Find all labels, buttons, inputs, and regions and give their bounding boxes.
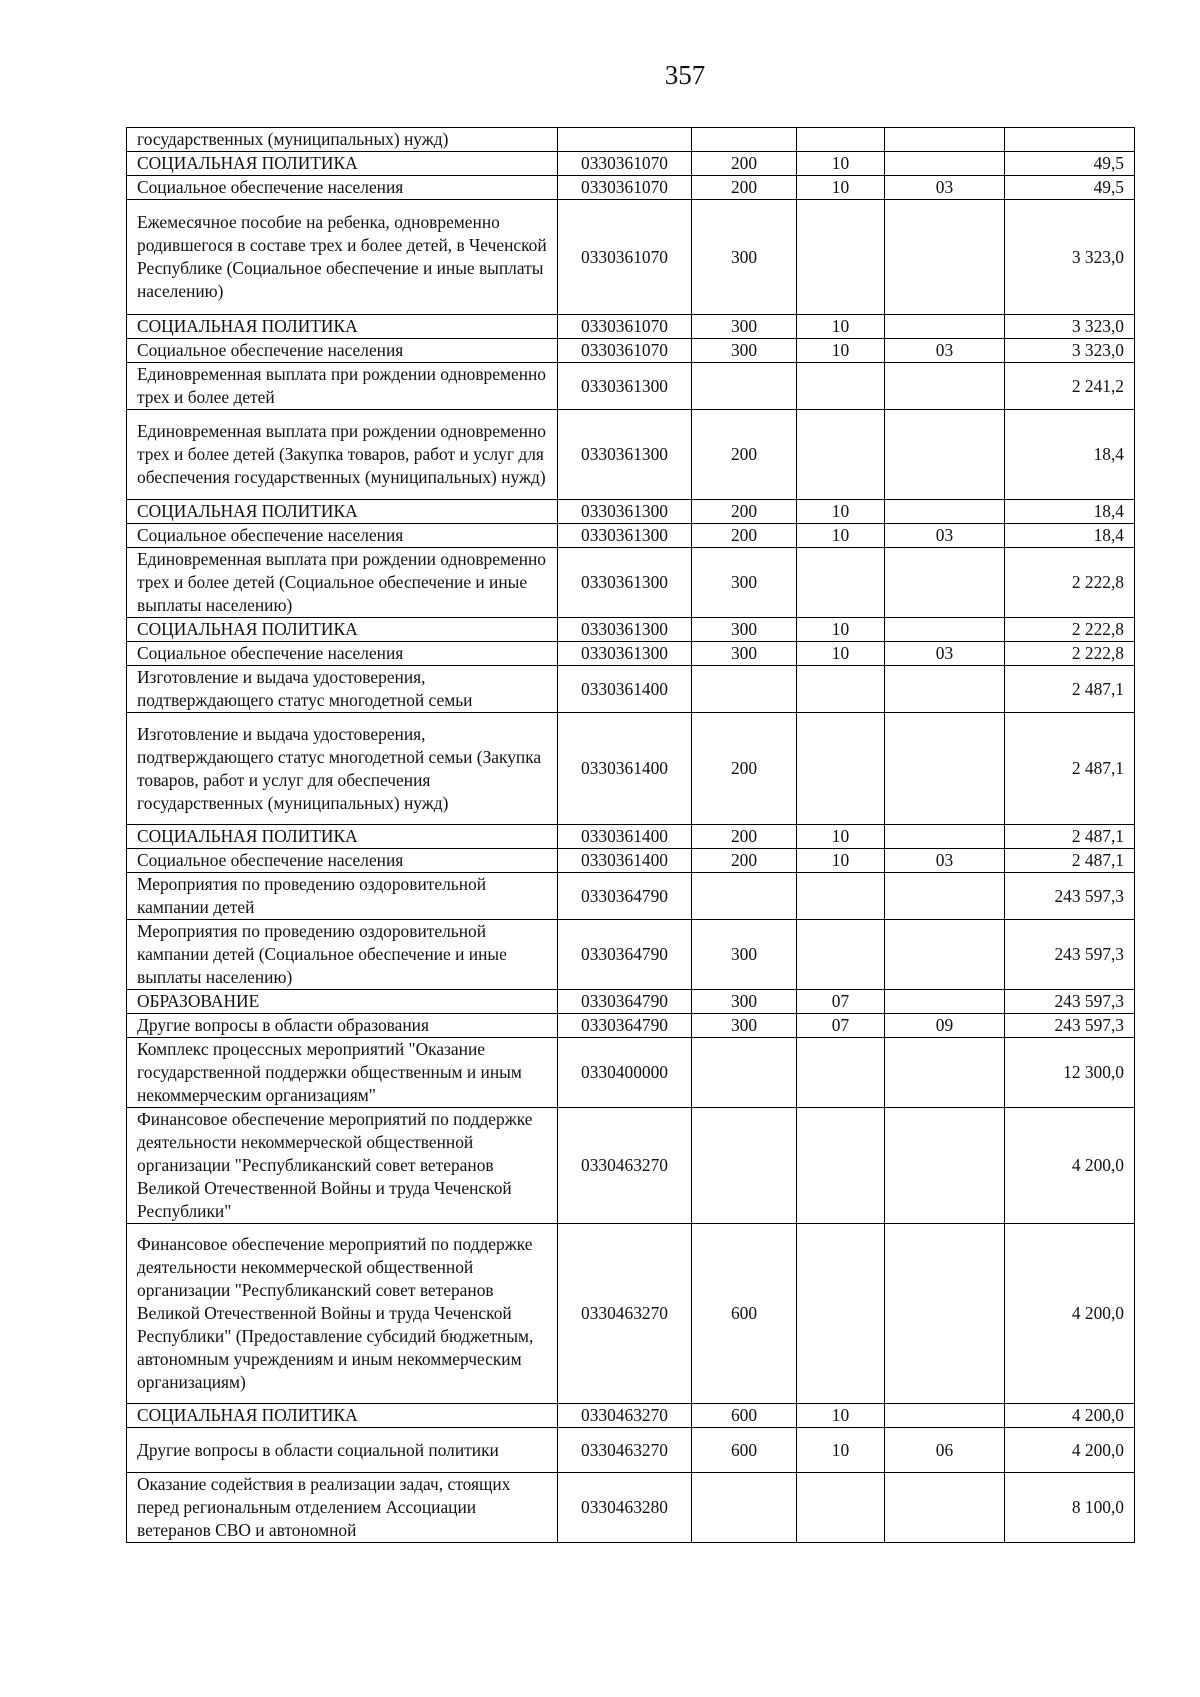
- row-subsection-cell: [885, 500, 1005, 524]
- row-section-cell: [797, 548, 885, 618]
- row-amount-cell: [1005, 128, 1135, 152]
- row-name-cell: Финансовое обеспечение мероприятий по поддержке деятельности некоммерческой общественной организации "Республиканский совет ветеранов Великой Отечественной Войны и труда Чеченской Республики": [127, 1108, 558, 1224]
- row-amount-cell: 4 200,0: [1005, 1428, 1135, 1473]
- row-expense-type-cell: 200: [692, 176, 797, 200]
- row-expense-type-cell: [692, 1038, 797, 1108]
- row-subsection-cell: [885, 666, 1005, 713]
- row-code-cell: 0330364790: [558, 920, 692, 990]
- row-expense-type-cell: 600: [692, 1404, 797, 1428]
- table-row: [127, 1473, 1135, 1543]
- row-code-cell: 0330463270: [558, 1108, 692, 1224]
- row-subsection-cell: [885, 920, 1005, 990]
- row-subsection-cell: 06: [885, 1428, 1005, 1473]
- row-expense-type-cell: 300: [692, 548, 797, 618]
- row-name-cell: Социальное обеспечение населения: [127, 524, 558, 548]
- row-name-cell: Другие вопросы в области образования: [127, 1014, 558, 1038]
- row-expense-type-cell: [692, 873, 797, 920]
- row-amount-cell: 3 323,0: [1005, 339, 1135, 363]
- row-code-cell: 0330361300: [558, 410, 692, 500]
- row-section-cell: 10: [797, 825, 885, 849]
- table-row: [127, 339, 1135, 363]
- table-row: [127, 500, 1135, 524]
- row-expense-type-cell: 300: [692, 1014, 797, 1038]
- row-amount-cell: 2 487,1: [1005, 849, 1135, 873]
- row-section-cell: [797, 1108, 885, 1224]
- row-name-cell: государственных (муниципальных) нужд): [127, 128, 558, 152]
- row-amount-cell: 3 323,0: [1005, 200, 1135, 315]
- row-subsection-cell: 03: [885, 849, 1005, 873]
- row-section-cell: 10: [797, 849, 885, 873]
- table-row: [127, 200, 1135, 315]
- row-code-cell: 0330364790: [558, 873, 692, 920]
- row-expense-type-cell: 300: [692, 315, 797, 339]
- row-name-cell: Единовременная выплата при рождении одновременно трех и более детей: [127, 363, 558, 410]
- row-code-cell: 0330364790: [558, 990, 692, 1014]
- row-name-cell: Ежемесячное пособие на ребенка, одновременно родившегося в составе трех и более детей, в Чеченской Республике (Социальное обеспечение и иные выплаты населению): [127, 200, 558, 315]
- row-code-cell: 0330364790: [558, 1014, 692, 1038]
- row-section-cell: [797, 363, 885, 410]
- row-amount-cell: 2 487,1: [1005, 666, 1135, 713]
- row-amount-cell: 49,5: [1005, 152, 1135, 176]
- row-amount-cell: 8 100,0: [1005, 1473, 1135, 1543]
- table-row: [127, 920, 1135, 990]
- row-code-cell: 0330361070: [558, 152, 692, 176]
- row-section-cell: 10: [797, 1404, 885, 1428]
- row-subsection-cell: [885, 152, 1005, 176]
- row-name-cell: СОЦИАЛЬНАЯ ПОЛИТИКА: [127, 1404, 558, 1428]
- row-amount-cell: 4 200,0: [1005, 1224, 1135, 1404]
- row-expense-type-cell: 300: [692, 642, 797, 666]
- row-amount-cell: 12 300,0: [1005, 1038, 1135, 1108]
- row-expense-type-cell: 200: [692, 410, 797, 500]
- row-expense-type-cell: 300: [692, 200, 797, 315]
- row-name-cell: Единовременная выплата при рождении одновременно трех и более детей (Социальное обеспечение и иные выплаты населению): [127, 548, 558, 618]
- row-name-cell: СОЦИАЛЬНАЯ ПОЛИТИКА: [127, 618, 558, 642]
- row-amount-cell: 18,4: [1005, 524, 1135, 548]
- row-amount-cell: 243 597,3: [1005, 1014, 1135, 1038]
- row-section-cell: [797, 200, 885, 315]
- row-section-cell: [797, 410, 885, 500]
- row-code-cell: 0330361070: [558, 200, 692, 315]
- row-section-cell: 10: [797, 618, 885, 642]
- table-row: [127, 825, 1135, 849]
- row-expense-type-cell: 600: [692, 1428, 797, 1473]
- row-expense-type-cell: 200: [692, 825, 797, 849]
- row-amount-cell: 2 241,2: [1005, 363, 1135, 410]
- row-code-cell: 0330361300: [558, 548, 692, 618]
- row-section-cell: 10: [797, 1428, 885, 1473]
- table-row: [127, 642, 1135, 666]
- row-expense-type-cell: [692, 363, 797, 410]
- row-name-cell: СОЦИАЛЬНАЯ ПОЛИТИКА: [127, 500, 558, 524]
- row-section-cell: 10: [797, 176, 885, 200]
- row-name-cell: СОЦИАЛЬНАЯ ПОЛИТИКА: [127, 315, 558, 339]
- table-row: [127, 363, 1135, 410]
- row-name-cell: Мероприятия по проведению оздоровительной кампании детей (Социальное обеспечение и иные выплаты населению): [127, 920, 558, 990]
- row-expense-type-cell: 200: [692, 500, 797, 524]
- row-name-cell: Социальное обеспечение населения: [127, 642, 558, 666]
- row-code-cell: [558, 128, 692, 152]
- row-code-cell: 0330400000: [558, 1038, 692, 1108]
- row-section-cell: [797, 920, 885, 990]
- row-expense-type-cell: 200: [692, 713, 797, 825]
- row-amount-cell: 4 200,0: [1005, 1108, 1135, 1224]
- row-section-cell: 10: [797, 500, 885, 524]
- row-subsection-cell: 03: [885, 339, 1005, 363]
- row-code-cell: 0330463280: [558, 1473, 692, 1543]
- row-amount-cell: 18,4: [1005, 500, 1135, 524]
- table-row: [127, 410, 1135, 500]
- row-name-cell: Социальное обеспечение населения: [127, 849, 558, 873]
- row-subsection-cell: [885, 1108, 1005, 1224]
- row-section-cell: [797, 128, 885, 152]
- table-row: [127, 990, 1135, 1014]
- row-section-cell: [797, 666, 885, 713]
- row-name-cell: ОБРАЗОВАНИЕ: [127, 990, 558, 1014]
- row-section-cell: [797, 1038, 885, 1108]
- row-expense-type-cell: 200: [692, 152, 797, 176]
- row-section-cell: 10: [797, 642, 885, 666]
- row-subsection-cell: [885, 548, 1005, 618]
- table-row: [127, 873, 1135, 920]
- row-code-cell: 0330361400: [558, 849, 692, 873]
- table-row: [127, 1224, 1135, 1404]
- table-row: [127, 666, 1135, 713]
- row-subsection-cell: [885, 713, 1005, 825]
- row-expense-type-cell: 300: [692, 920, 797, 990]
- row-name-cell: Изготовление и выдача удостоверения, подтверждающего статус многодетной семьи: [127, 666, 558, 713]
- row-amount-cell: 3 323,0: [1005, 315, 1135, 339]
- row-name-cell: Изготовление и выдача удостоверения, подтверждающего статус многодетной семьи (Закупка товаров, работ и услуг для обеспечения государственных (муниципальных) нужд): [127, 713, 558, 825]
- row-name-cell: СОЦИАЛЬНАЯ ПОЛИТИКА: [127, 152, 558, 176]
- row-code-cell: 0330361400: [558, 666, 692, 713]
- row-subsection-cell: [885, 1404, 1005, 1428]
- row-subsection-cell: 03: [885, 524, 1005, 548]
- table-row: [127, 1108, 1135, 1224]
- table-row: [127, 849, 1135, 873]
- row-name-cell: Другие вопросы в области социальной политики: [127, 1428, 558, 1473]
- table-row: [127, 1014, 1135, 1038]
- row-amount-cell: 243 597,3: [1005, 873, 1135, 920]
- table-row: [127, 176, 1135, 200]
- row-code-cell: 0330361300: [558, 524, 692, 548]
- row-amount-cell: 243 597,3: [1005, 920, 1135, 990]
- row-name-cell: Оказание содействия в реализации задач, стоящих перед региональным отделением Ассоциации ветеранов СВО и автономной: [127, 1473, 558, 1543]
- row-name-cell: СОЦИАЛЬНАЯ ПОЛИТИКА: [127, 825, 558, 849]
- row-subsection-cell: [885, 1038, 1005, 1108]
- row-code-cell: 0330361300: [558, 500, 692, 524]
- row-expense-type-cell: 200: [692, 524, 797, 548]
- table-row: [127, 524, 1135, 548]
- table-row: [127, 152, 1135, 176]
- row-code-cell: 0330361300: [558, 642, 692, 666]
- row-subsection-cell: [885, 200, 1005, 315]
- row-amount-cell: 18,4: [1005, 410, 1135, 500]
- row-amount-cell: 2 222,8: [1005, 618, 1135, 642]
- row-name-cell: Единовременная выплата при рождении одновременно трех и более детей (Закупка товаров, работ и услуг для обеспечения государственных (муниципальных) нужд): [127, 410, 558, 500]
- row-code-cell: 0330361400: [558, 713, 692, 825]
- row-code-cell: 0330361300: [558, 618, 692, 642]
- row-subsection-cell: [885, 990, 1005, 1014]
- table-row: [127, 713, 1135, 825]
- row-subsection-cell: [885, 363, 1005, 410]
- table-row: [127, 1428, 1135, 1473]
- row-subsection-cell: [885, 315, 1005, 339]
- row-expense-type-cell: 300: [692, 339, 797, 363]
- row-section-cell: 10: [797, 152, 885, 176]
- row-code-cell: 0330463270: [558, 1404, 692, 1428]
- table-row: [127, 548, 1135, 618]
- row-name-cell: Социальное обеспечение населения: [127, 339, 558, 363]
- row-subsection-cell: [885, 873, 1005, 920]
- row-subsection-cell: [885, 128, 1005, 152]
- budget-table-body: [127, 128, 1135, 1543]
- row-expense-type-cell: 200: [692, 849, 797, 873]
- page-number: 357: [664, 60, 706, 90]
- row-amount-cell: 2 222,8: [1005, 642, 1135, 666]
- row-section-cell: 10: [797, 524, 885, 548]
- table-row: [127, 315, 1135, 339]
- row-name-cell: Мероприятия по проведению оздоровительной кампании детей: [127, 873, 558, 920]
- row-code-cell: 0330463270: [558, 1224, 692, 1404]
- row-amount-cell: 4 200,0: [1005, 1404, 1135, 1428]
- row-amount-cell: 2 487,1: [1005, 713, 1135, 825]
- row-subsection-cell: [885, 1473, 1005, 1543]
- row-expense-type-cell: [692, 128, 797, 152]
- table-row: [127, 1404, 1135, 1428]
- row-code-cell: 0330361070: [558, 339, 692, 363]
- row-code-cell: 0330463270: [558, 1428, 692, 1473]
- row-subsection-cell: 09: [885, 1014, 1005, 1038]
- row-code-cell: 0330361300: [558, 363, 692, 410]
- row-section-cell: [797, 713, 885, 825]
- row-expense-type-cell: [692, 666, 797, 713]
- row-name-cell: Финансовое обеспечение мероприятий по поддержке деятельности некоммерческой общественной организации "Республиканский совет ветеранов Великой Отечественной Войны и труда Чеченской Республики" (Предоставление субсидий бюджетным, автономным учреждениям и иным некоммерческим организациям): [127, 1224, 558, 1404]
- row-amount-cell: 2 222,8: [1005, 548, 1135, 618]
- row-name-cell: Социальное обеспечение населения: [127, 176, 558, 200]
- row-subsection-cell: [885, 1224, 1005, 1404]
- row-code-cell: 0330361400: [558, 825, 692, 849]
- row-subsection-cell: [885, 618, 1005, 642]
- row-section-cell: [797, 1224, 885, 1404]
- row-section-cell: 07: [797, 990, 885, 1014]
- row-subsection-cell: [885, 825, 1005, 849]
- row-amount-cell: 2 487,1: [1005, 825, 1135, 849]
- row-code-cell: 0330361070: [558, 176, 692, 200]
- row-amount-cell: 49,5: [1005, 176, 1135, 200]
- row-subsection-cell: [885, 410, 1005, 500]
- row-subsection-cell: 03: [885, 642, 1005, 666]
- row-section-cell: [797, 1473, 885, 1543]
- budget-table: [126, 127, 1135, 1543]
- row-amount-cell: 243 597,3: [1005, 990, 1135, 1014]
- row-section-cell: [797, 873, 885, 920]
- row-expense-type-cell: 300: [692, 618, 797, 642]
- table-row: [127, 618, 1135, 642]
- row-expense-type-cell: 300: [692, 990, 797, 1014]
- row-section-cell: 10: [797, 339, 885, 363]
- row-name-cell: Комплекс процессных мероприятий "Оказание государственной поддержки общественным и иным некоммерческим организациям": [127, 1038, 558, 1108]
- table-row: [127, 128, 1135, 152]
- row-expense-type-cell: 600: [692, 1224, 797, 1404]
- row-code-cell: 0330361070: [558, 315, 692, 339]
- row-expense-type-cell: [692, 1473, 797, 1543]
- row-section-cell: 10: [797, 315, 885, 339]
- table-row: [127, 1038, 1135, 1108]
- row-expense-type-cell: [692, 1108, 797, 1224]
- row-subsection-cell: 03: [885, 176, 1005, 200]
- row-section-cell: 07: [797, 1014, 885, 1038]
